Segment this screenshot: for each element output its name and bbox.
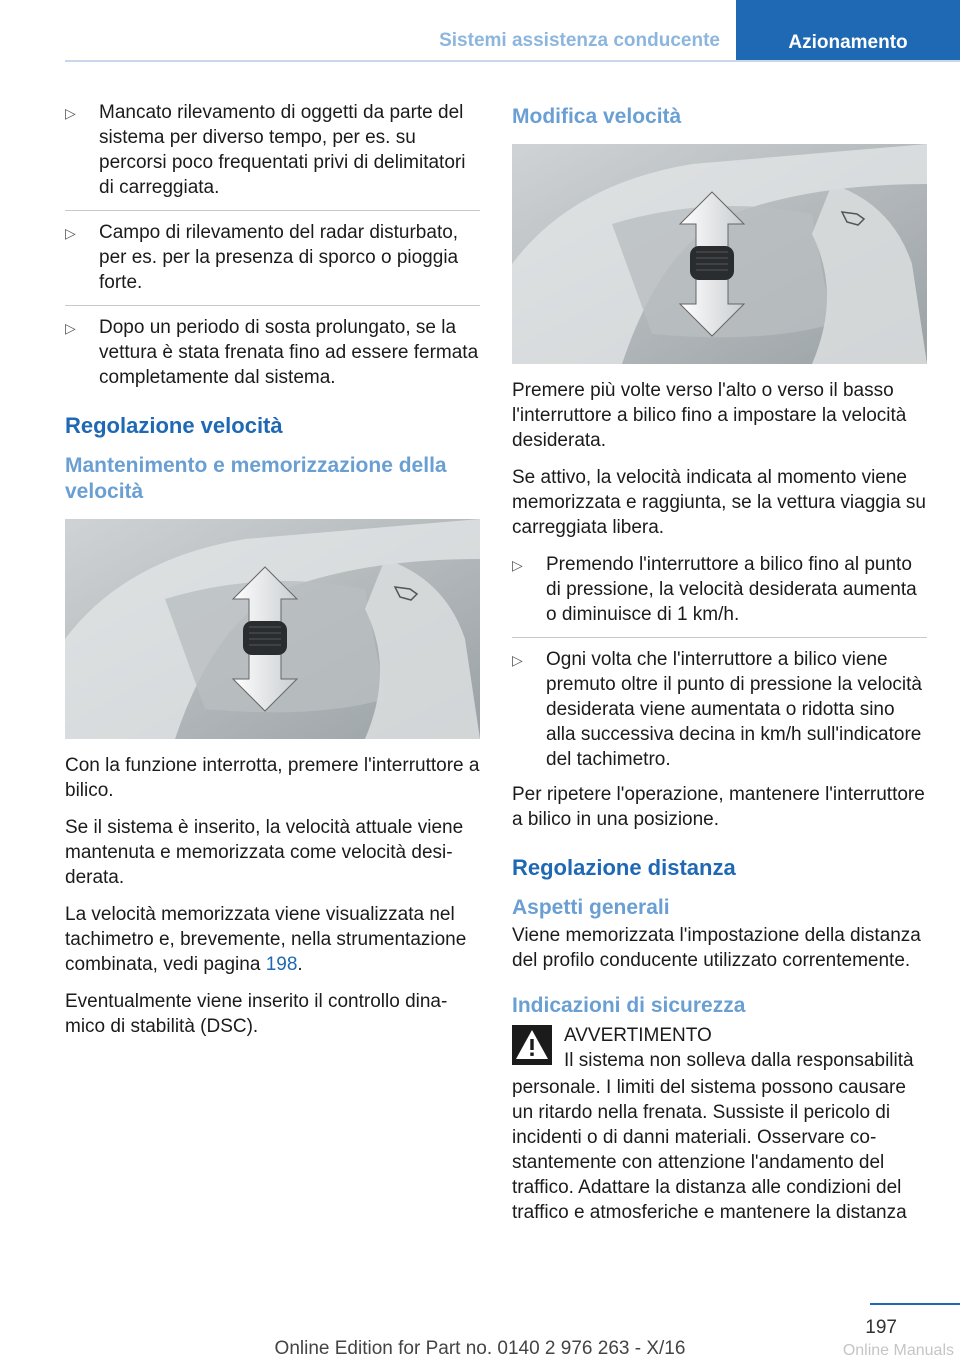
- heading-distance-regulation: Regolazione distanza: [512, 855, 736, 880]
- chapter-tab: Azionamento: [736, 0, 960, 60]
- paragraph: Viene memorizzata l'impostazione della distanza del profilo conducente utilizzato correntemente.: [512, 925, 921, 971]
- warning-triangle-icon: [512, 1025, 552, 1065]
- warning-text-first-line: Il sistema non solleva dalla responsabilità: [564, 1050, 914, 1071]
- paragraph: Se attivo, la velocità indicata al momento viene memorizzata e raggiunta, se la vettura viaggia su carreggiata libera.: [512, 467, 926, 538]
- list-item: ▷ Campo di rilevamento del radar disturbato, per es. per la presenza di sporco o pioggia forte.: [65, 222, 459, 293]
- triangle-bullet-icon: ▷: [512, 557, 523, 573]
- warning-text: personale. I limiti del sistema possono causare un ritardo nella frenata. Sussiste il pericolo di incidenti o di danni materiali. Osservare costantemente con attenzione l'andamento del traffico. Adattare la distanza alle condizioni del traffico e atmosferiche e mantenere la distanza: [512, 1077, 907, 1223]
- divider: [512, 637, 927, 638]
- divider: [65, 305, 480, 306]
- page-header: [65, 0, 960, 64]
- paragraph: La velocità memorizzata viene visualizzata nel tachimetro e, brevemente, nella strumentazione combinata, vedi pagina 198.: [65, 904, 467, 975]
- edition-note: Online Edition for Part no. 0140 2 976 263 - X/16: [274, 1338, 686, 1359]
- heading-speed-change: Modifica velocità: [512, 105, 682, 128]
- heading-speed-regulation: Regolazione velocità: [65, 413, 283, 438]
- heading-general-aspects: Aspetti generali: [512, 896, 670, 919]
- right-column: [512, 100, 927, 1237]
- triangle-bullet-icon: ▷: [65, 105, 76, 121]
- footer-rule: [870, 1303, 960, 1305]
- triangle-bullet-icon: ▷: [65, 320, 76, 336]
- warning-title: AVVERTIMENTO: [564, 1025, 712, 1046]
- list-item: ▷ Premendo l'interruttore a bilico fino al punto di pressione, la velocità desiderata aumenta o diminuisce di 1 km/h.: [512, 554, 917, 625]
- paragraph: Se il sistema è inserito, la velocità attuale viene mantenuta e memorizzata come velocità desiderata.: [65, 817, 464, 888]
- paragraph: Premere più volte verso l'alto o verso il basso l'interruttore a bilico fino a impostare la velocità desiderata.: [512, 380, 907, 451]
- page-number: 197: [865, 1317, 897, 1338]
- list-item: ▷ Dopo un periodo di sosta prolungato, se la vettura è stata frenata fino ad essere fermata completamente dal sistema.: [65, 317, 479, 388]
- heading-safety-notes: Indicazioni di sicurezza: [512, 994, 746, 1017]
- page-reference-link[interactable]: 198: [265, 954, 298, 975]
- header-rule: [65, 60, 960, 62]
- left-column: [65, 100, 480, 1051]
- steering-wheel-rocker-switch-image: [512, 144, 927, 364]
- paragraph: Eventualmente viene inserito il controllo dinamico di stabilità (DSC).: [65, 991, 448, 1037]
- paragraph: Per ripetere l'operazione, mantenere l'interruttore a bilico in una posizione.: [512, 784, 925, 830]
- warning-box: [512, 1023, 927, 1073]
- triangle-bullet-icon: ▷: [65, 225, 76, 241]
- watermark: Online Manuals: [842, 1342, 954, 1359]
- list-item: ▷ Ogni volta che l'interruttore a bilico viene premuto oltre il punto di pressione la velocità desiderata viene aumentata o ridotta sino alla successiva decina in km/h sull'indicatore del tachimetro.: [512, 649, 922, 770]
- steering-wheel-rocker-switch-image: [65, 519, 480, 739]
- triangle-bullet-icon: ▷: [512, 652, 523, 668]
- list-item: ▷ Mancato rilevamento di oggetti da parte del sistema per diverso tempo, per es. su percorsi poco frequentati privi di delimitatori di carreggiata.: [65, 102, 466, 198]
- divider: [65, 210, 480, 211]
- paragraph: Con la funzione interrotta, premere l'interruttore a bilico.: [65, 755, 480, 801]
- section-title: Sistemi assistenza conducente: [439, 30, 720, 51]
- heading-speed-memory: Mantenimento e memorizzazione della velocità: [65, 454, 447, 503]
